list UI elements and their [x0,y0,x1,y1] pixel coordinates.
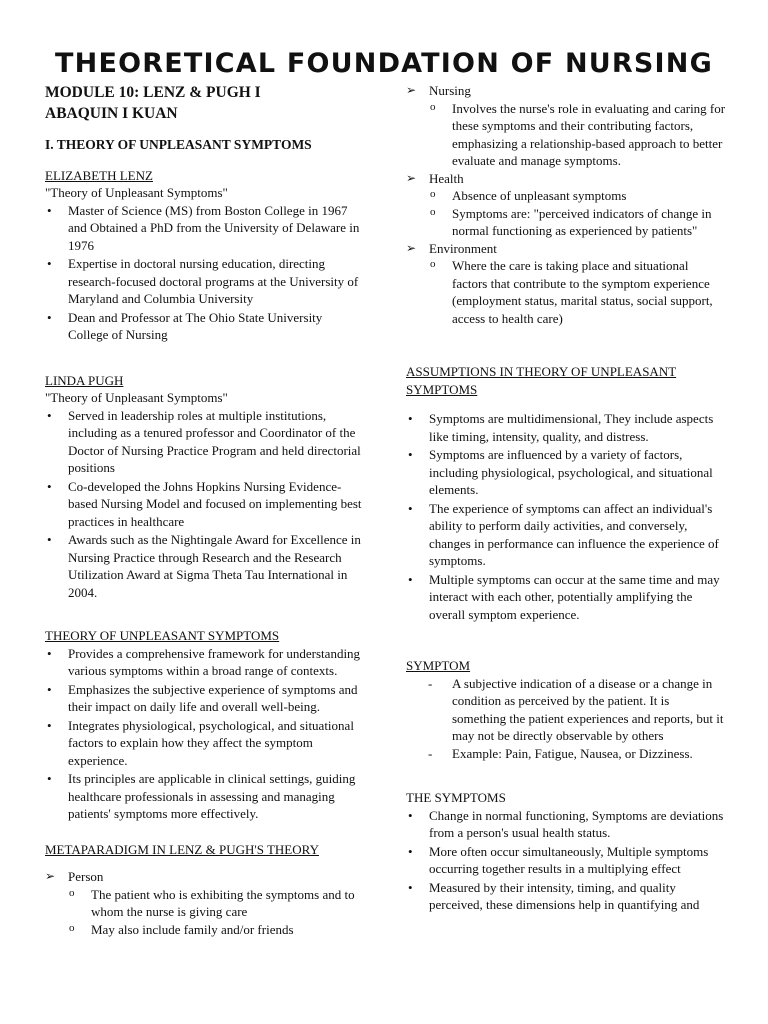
list-item: • Symptoms are multidimensional, They include aspects like timing, intensity, quality, and distress. [406,410,726,445]
assumptions-list [406,410,726,623]
metaparadigm-list-right [406,82,726,100]
health-sublist [406,187,726,240]
metaparadigm-heading: METAPARADIGM IN LENZ & PUGH'S THEORY [45,841,319,857]
list-item: • Symptoms are influenced by a variety of factors, including physiological, psychological, and situational elements. [406,446,726,499]
section-heading: I. THEORY OF UNPLEASANT SYMPTOMS [45,137,312,152]
list-item: o Symptoms are: "perceived indicators of change in normal functioning as experienced by patients" [406,205,726,240]
list-item: o The patient who is exhibiting the symptoms and to whom the nurse is giving care [45,886,365,921]
list-item: • Co-developed the Johns Hopkins Nursing Evidence-based Nursing Model and focused on implementing best practices in healthcare [45,478,365,531]
lenz-subtitle: "Theory of Unpleasant Symptoms" [45,185,228,200]
left-column [45,82,365,938]
list-item: • Served in leadership roles at multiple institutions, including as a tenured professor and Coordinator of the Doctor of Nursing Practice Program and held directorial positions [45,407,365,477]
the-symptoms-list [406,807,726,914]
list-item: • Integrates physiological, psychological, and situational factors to explain how they affect the symptom experience. [45,717,365,770]
list-item: o Where the care is taking place and situational factors that contribute to the symptom experience (employment status, marital status, social support, access to health care) [406,257,726,327]
list-item: • Expertise in doctoral nursing education, directing research-focused doctoral programs at the University of Maryland and Columbia University [45,255,365,308]
list-item: o Absence of unpleasant symptoms [406,187,726,205]
person-label: Person [68,869,104,884]
list-item: o May also include family and/or friends [45,921,365,939]
person-sublist [45,886,365,939]
lenz-heading: ELIZABETH LENZ [45,167,153,183]
symptom-heading: SYMPTOM [406,658,471,673]
author-line: ABAQUIN I KUAN [45,105,178,122]
pugh-heading: LINDA PUGH [45,372,124,388]
lenz-list [45,202,365,344]
symptom-list [406,675,726,763]
nursing-item [406,82,726,100]
module-heading: MODULE 10: LENZ & PUGH I [45,84,261,101]
list-item: - Example: Pain, Fatigue, Nausea, or Dizziness. [406,745,726,763]
right-column [406,82,726,915]
theory-list [45,645,365,823]
list-item: • More often occur simultaneously, Multiple symptoms occurring together results in a multiplying effect [406,843,726,878]
environment-item [406,240,726,258]
list-item: - A subjective indication of a disease or a change in condition as perceived by the patient. It is something the patient experiences and reports, but it may not be directly observable by others [406,675,726,745]
pugh-subtitle: "Theory of Unpleasant Symptoms" [45,390,228,405]
list-item: • Change in normal functioning, Symptoms are deviations from a person's usual health status. [406,807,726,842]
metaparadigm-list-left [45,868,365,886]
environment-sublist [406,257,726,327]
list-item: • The experience of symptoms can affect an individual's ability to perform daily activities, and conversely, changes in performance can influence the experience of symptoms. [406,500,726,570]
list-item: • Provides a comprehensive framework for understanding various symptoms within a broad range of contexts. [45,645,365,680]
list-item: • Multiple symptoms can occur at the same time and may interact with each other, potentially amplifying the overall symptom experience. [406,571,726,624]
nursing-sublist [406,100,726,170]
list-item: • Its principles are applicable in clinical settings, guiding healthcare professionals in assessing and managing patients' symptoms more effectively. [45,770,365,823]
nursing-label: Nursing [429,83,471,98]
pugh-list [45,407,365,602]
the-symptoms-heading: THE SYMPTOMS [406,790,506,805]
health-label: Health [429,170,464,186]
health-item [406,170,726,188]
list-item: • Dean and Professor at The Ohio State University College of Nursing [45,309,365,344]
list-item: • Awards such as the Nightingale Award for Excellence in Nursing Practice through Research and the Research Utilization Award at Sigma Theta Tau International in 2004. [45,531,365,601]
list-item: o Involves the nurse's role in evaluating and caring for these symptoms and their contributing factors, emphasizing a relationship-based approach to better evaluate and manage symptoms. [406,100,726,170]
list-item: • Measured by their intensity, timing, and quality perceived, these dimensions help in quantifying and [406,879,726,914]
environment-list [406,240,726,258]
assumptions-heading: ASSUMPTIONS IN THEORY OF UNPLEASANT SYMPTOMS [406,364,677,397]
health-list [406,170,726,188]
list-item: • Master of Science (MS) from Boston College in 1967 and Obtained a PhD from the University of Delaware in 1976 [45,202,365,255]
theory-heading: THEORY OF UNPLEASANT SYMPTOMS [45,628,280,643]
environment-label: Environment [429,240,497,256]
document-title: THEORETICAL FOUNDATION OF NURSING [55,48,713,79]
person-item [45,868,365,886]
list-item: • Emphasizes the subjective experience of symptoms and their impact on daily life and overall well-being. [45,681,365,716]
